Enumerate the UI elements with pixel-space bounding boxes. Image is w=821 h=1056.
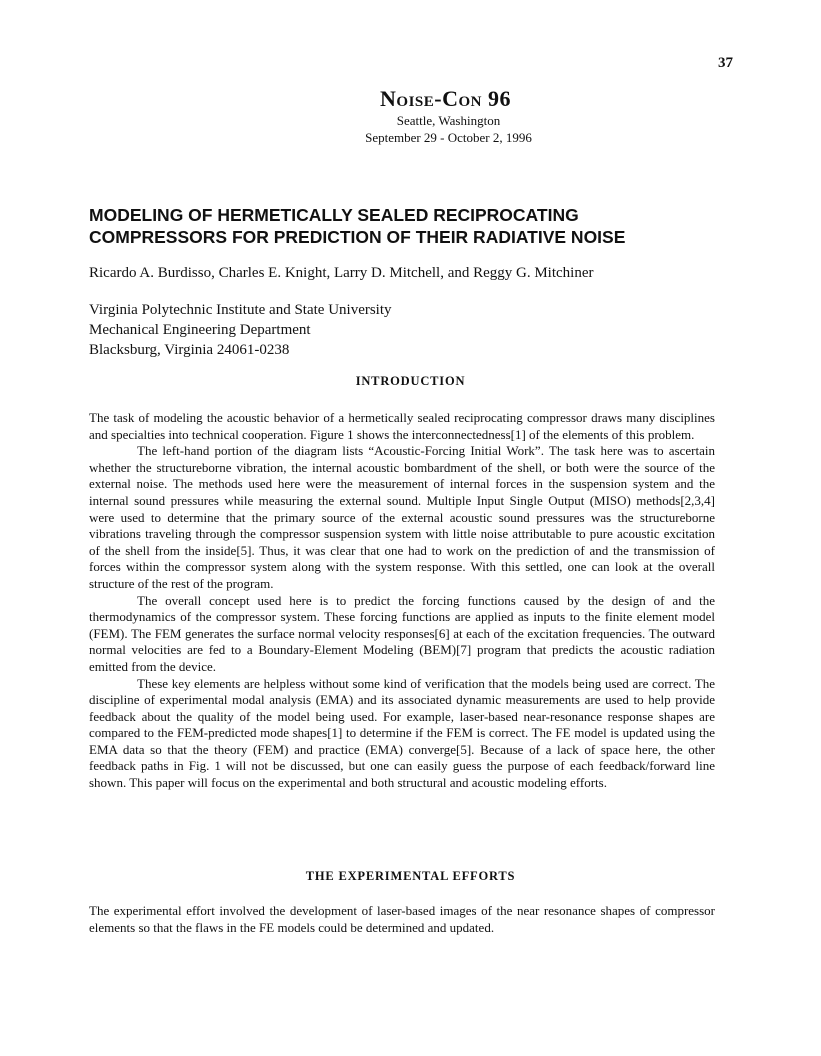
intro-paragraph-3: The overall concept used here is to predict the forcing functions caused by the design of and the thermodynamics of the compressor system. These forcing functions are applied as inputs to the finite element model (FEM). The FEM generates the surface normal velocity responses[6] at each of the excitation frequencies. The outward normal velocities are fed to a Boundary-Element Modeling (BEM)[7] program that predicts the acoustic radiation emitted from the device. [89, 592, 715, 674]
conference-header [0, 86, 821, 146]
conference-name-second: Con [442, 86, 482, 111]
experimental-paragraph-1: The experimental effort involved the development of laser-based images of the near resonance shapes of compressor elements so that the flaws in the FE models could be determined and updated. [89, 903, 715, 935]
page-number: 37 [718, 55, 733, 71]
affiliation [89, 300, 392, 360]
conference-location: Seattle, Washington [396, 113, 501, 128]
paper-title [89, 204, 739, 248]
experimental-body [89, 903, 715, 936]
conference-name [70, 86, 821, 112]
introduction-heading: INTRODUCTION [355, 374, 466, 388]
introduction-body [89, 410, 715, 792]
paper-title-line-2: COMPRESSORS FOR PREDICTION OF THEIR RADIATIVE NOISE [89, 227, 626, 247]
experimental-heading: THE EXPERIMENTAL EFFORTS [305, 869, 516, 883]
intro-paragraph-4: These key elements are helpless without some kind of verification that the models being used are correct. The discipline of experimental modal analysis (EMA) and its associated dynamic measurements are used to help provide feedback about the quality of the model being used. For example, laser-based near-resonance response shapes are compared to the FEM-predicted mode shapes[1] to determine if the FEM is correct. The FE model is updated using the EMA data so that the theory (FEM) and practice (EMA) converge[5]. Because of a lack of space here, the other feedback paths in Fig. 1 will not be discussed, but one can easily guess the purpose of each feedback/forward line shown. This paper will focus on the experimental and both structural and acoustic modeling efforts. [89, 675, 715, 791]
intro-paragraph-2: The left-hand portion of the diagram lists “Acoustic-Forcing Initial Work”. The task here was to ascertain whether the structureborne vibration, the internal acoustic bombardment of the shell, or both were the source of the external noise. The methods used here were the measurement of internal forces in the suspension system and the internal sound pressures while measuring the external sound. Multiple Input Single Output (MISO) methods[2,3,4] were used to determine that the primary source of the external acoustic sound pressures was the structureborne vibrations traveling through the compressor suspension system with little noise attributable to pure acoustic excitation of the shell from the inside[5]. Thus, it was clear that one had to work on the prediction of and the transmission of forces within the compressor system along with the system response. With this settled, one can look at the overall structure of the rest of the program. [89, 443, 715, 591]
affiliation-department: Mechanical Engineering Department [89, 322, 311, 338]
conference-year: 96 [481, 86, 511, 111]
affiliation-institution: Virginia Polytechnic Institute and State University [89, 302, 392, 318]
conference-name-dash: - [434, 86, 443, 111]
paper-title-line-1: MODELING OF HERMETICALLY SEALED RECIPROCATING [89, 205, 579, 225]
conference-name-first: Noise [380, 86, 435, 111]
conference-dates: September 29 - October 2, 1996 [365, 130, 532, 145]
affiliation-address: Blacksburg, Virginia 24061-0238 [89, 342, 290, 358]
authors: Ricardo A. Burdisso, Charles E. Knight, Larry D. Mitchell, and Reggy G. Mitchiner [89, 265, 594, 281]
intro-paragraph-1: The task of modeling the acoustic behavior of a hermetically sealed reciprocating compressor draws many disciplines and specialties into technical cooperation. Figure 1 shows the interconnectedness[1] of the elements of this problem. [89, 410, 715, 442]
